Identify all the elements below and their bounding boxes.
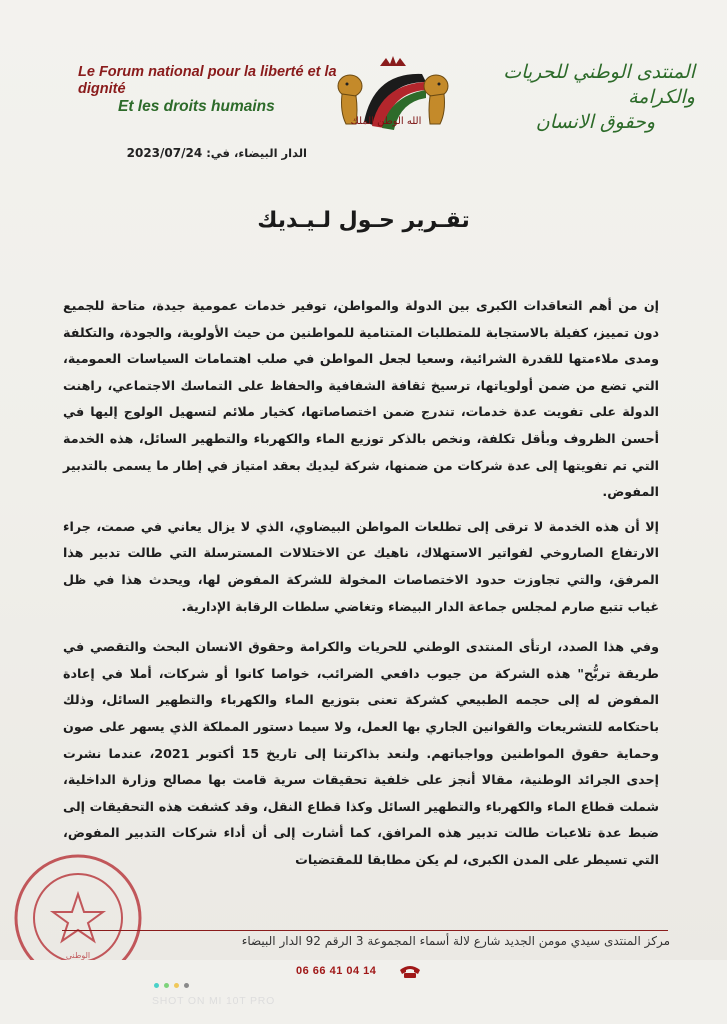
paragraph-1: إن من أهم التعاقدات الكبرى بين الدولة والمواطن، توفير خدمات عمومية جيدة، متاحة للجميع دون تمييز، كفيلة بالاستجابة للمتطلبات المتنامية للمواطنين من حيث الأولوية، والجودة، والتكلفة ومدى ملاءمتها للقدرة الشرائية، وسعيا لجعل المواطن في صلب اهتمامات السياسات العمومية، التي تضع من ضمن أولوياتها، ترسيخ ثقافة الشفافية والحفاظ على التماسك الاجتماعي، راهنت الدولة على تفويت عدة خدمات، تندرج ضمن اختصاصاتها، كخيار ملائم لتسهيل الولوج إليها في أحسن الظروف وبأقل تكلفة، ونخص بالذكر توزيع الماء والكهرباء والتطهير السائل، هذه الخدمة التي تم تفويتها إلى عدة شركات من ضمنها، شركة ليديك بعقد امتياز في إطار ما يسمى بالتدبير المفوض. [63, 298, 659, 500]
header-ar-line1: المنتدى الوطني للحريات والكرامة [503, 61, 695, 108]
footer-phone: 06 66 41 04 14 [296, 965, 377, 977]
report-body [63, 293, 659, 881]
header-french [78, 64, 348, 115]
camera-watermark-text: SHOT ON MI 10T PRO [152, 995, 276, 1007]
header-arabic [455, 60, 695, 135]
svg-text:الوطني: الوطني [65, 951, 91, 960]
logo-motto: الله الوطن الملك [350, 116, 422, 127]
footer-address: مركز المنتدى سيدي مومن الجديد شارع لالة أسماء المجموعة 3 الرقم 92 الدار البيضاء [241, 934, 670, 948]
header-fr-line2: Et les droits humains [118, 98, 275, 115]
header-fr-line1: Le Forum national pour la liberté et la dignité [78, 64, 337, 97]
official-stamp [8, 848, 148, 960]
camera-watermark [150, 981, 310, 1021]
paragraph-2: إلا أن هذه الخدمة لا ترقى إلى تطلعات المواطن البيضاوي، الذي لا يزال يعاني في صمت، جراء الارتفاع الصاروخي لفواتير الاستهلاك، ناهيك عن الاختلالات المسترسلة التي طالت تدبير هذا المرفق، والتي تجاوزت حدود الاختصاصات المخولة للشركة المفوض لها، ويحدث هذا في ظل غياب تتبع صارم لمجلس جماعة الدار البيضاء وتغاضي سلطات الرقابة الإدارية. [63, 518, 659, 614]
date-line [127, 146, 307, 160]
camera-brand-dots-icon [154, 983, 189, 988]
paragraph-3: وفي هذا الصدد، ارتأى المنتدى الوطني للحريات والكرامة وحقوق الانسان البحث والتقصي في طريقة تربُّح" هذه الشركة من جيوب دافعي الضرائب، خواصا كانوا أو شركات، أملا في إعادة المفوض له إلى حجمه الطبيعي كشركة تعنى بتوزيع الماء والكهرباء والتطهير السائل، وذلك باحتكامه للتشريعات والقوانين الجاري بها العمل، ولا سيما دستور المملكة الذي يسهر على صون وحماية حقوق المواطنين وواجباتهم. ولنعد بذاكرتنا إلى تاريخ 15 أكتوبر 2021، عندما نشرت إحدى الجرائد الوطنية، مقالا أنجز على خلفية تحقيقات سرية قامت بها مصالح وزارة الداخلية، شملت قطاع الماء والكهرباء والتطهير السائل وكذا قطاع النقل، وقد كشفت هذه التحقيقات إلى ضبط عدة تلاعبات طالت تدبير هذه المرافق، كما أشارت إلى أن أداء شركات التدبير المفوض، التي تسيطر على المدن الكبرى، لم يكن مطابقا للمقتضيات [63, 639, 659, 867]
phone-icon [398, 964, 422, 978]
date-label: الدار البيضاء، في: [206, 146, 307, 160]
report-title: تقـرير حـول لـيـديك [257, 208, 470, 233]
header-ar-line2: وحقوق الانسان [535, 111, 655, 133]
date-value: 2023/07/24 [126, 146, 203, 160]
footer-divider [62, 930, 668, 931]
